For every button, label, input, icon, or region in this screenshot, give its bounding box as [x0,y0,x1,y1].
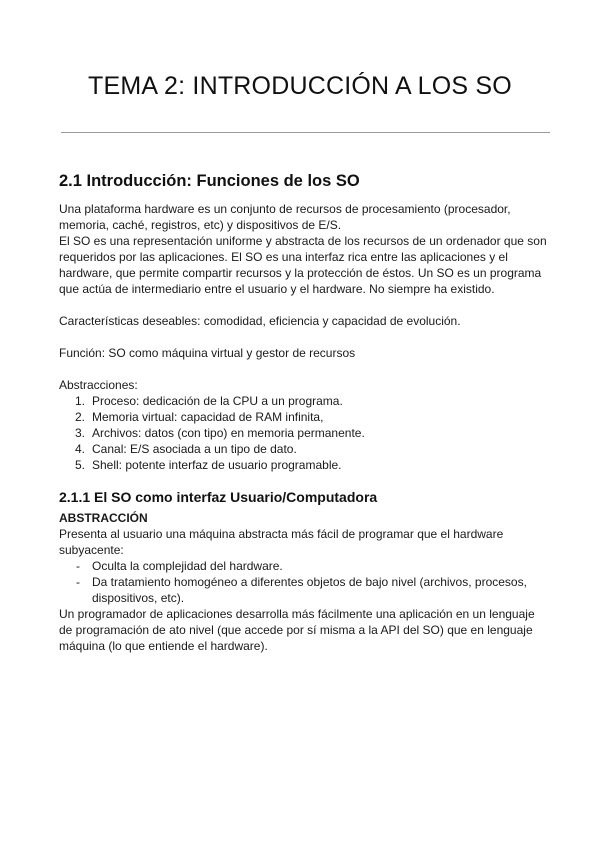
list-number: 1. [75,394,86,408]
paragraph-plataforma: Una plataforma hardware es un conjunto de recursos de procesamiento (procesador, memoria, caché, registros, etc) y dispositivos de E/S. [59,202,511,232]
list-item-text: Oculta la complejidad del hardware. [92,559,283,573]
list-number: 5. [75,458,86,472]
list-item-text: Memoria virtual: capacidad de RAM infinita, [92,410,324,424]
list-item-text: Proceso: dedicación de la CPU a un programa. [92,394,343,408]
section-heading-intro: 2.1 Introducción: Funciones de los SO [59,172,360,190]
list-number: 3. [75,426,86,440]
list-item [59,409,551,425]
paragraph-caracteristicas: Características deseables: comodidad, eficiencia y capacidad de evolución. [59,314,461,328]
list-number: 4. [75,442,86,456]
list-number: 2. [75,410,86,424]
dash-bullet: - [76,559,80,573]
paragraph-abstraccion-intro: Presenta al usuario una máquina abstracta más fácil de programar que el hardware subyacente: [59,527,504,557]
subheading-abstraccion: ABSTRACCIÓN [59,511,148,525]
list-item [59,441,551,457]
abstracciones-list [59,393,551,473]
list-item [59,574,551,606]
list-item-text: Shell: potente interfaz de usuario programable. [92,458,342,472]
document-title: TEMA 2: INTRODUCCIÓN A LOS SO [88,72,512,100]
section-heading-interfaz: 2.1.1 El SO como interfaz Usuario/Computadora [59,489,378,505]
dash-bullet: - [76,575,80,589]
paragraph-funcion: Función: SO como máquina virtual y gestor de recursos [59,346,356,360]
list-item-text: Canal: E/S asociada a un tipo de dato. [92,442,297,456]
paragraph-programador: Un programador de aplicaciones desarrolla más fácilmente una aplicación en un lenguaje de programación de ato nivel (que accede por sí misma a la API del SO) que en lenguaje máquina (lo que entiende el hardware). [59,607,535,653]
list-item [59,393,551,409]
abstracciones-label: Abstracciones: [59,378,138,392]
list-item [59,558,551,574]
abstraccion-bullet-list [59,558,551,606]
list-item [59,425,551,441]
list-item [59,457,551,473]
title-divider [61,132,550,133]
paragraph-so-definicion: El SO es una representación uniforme y abstracta de los recursos de un ordenador que son requeridos por las aplicaciones. El SO es una interfaz rica entre las aplicaciones y el hardware, que permite compartir recursos y la protección de éstos. Un SO es un programa que actúa de intermediario entre el usuario y el hardware. No siempre ha existido. [59,234,547,296]
document-body [59,172,551,654]
list-item-text: Da tratamiento homogéneo a diferentes objetos de bajo nivel (archivos, procesos, dispositivos, etc). [92,575,527,605]
list-item-text: Archivos: datos (con tipo) en memoria permanente. [92,426,365,440]
